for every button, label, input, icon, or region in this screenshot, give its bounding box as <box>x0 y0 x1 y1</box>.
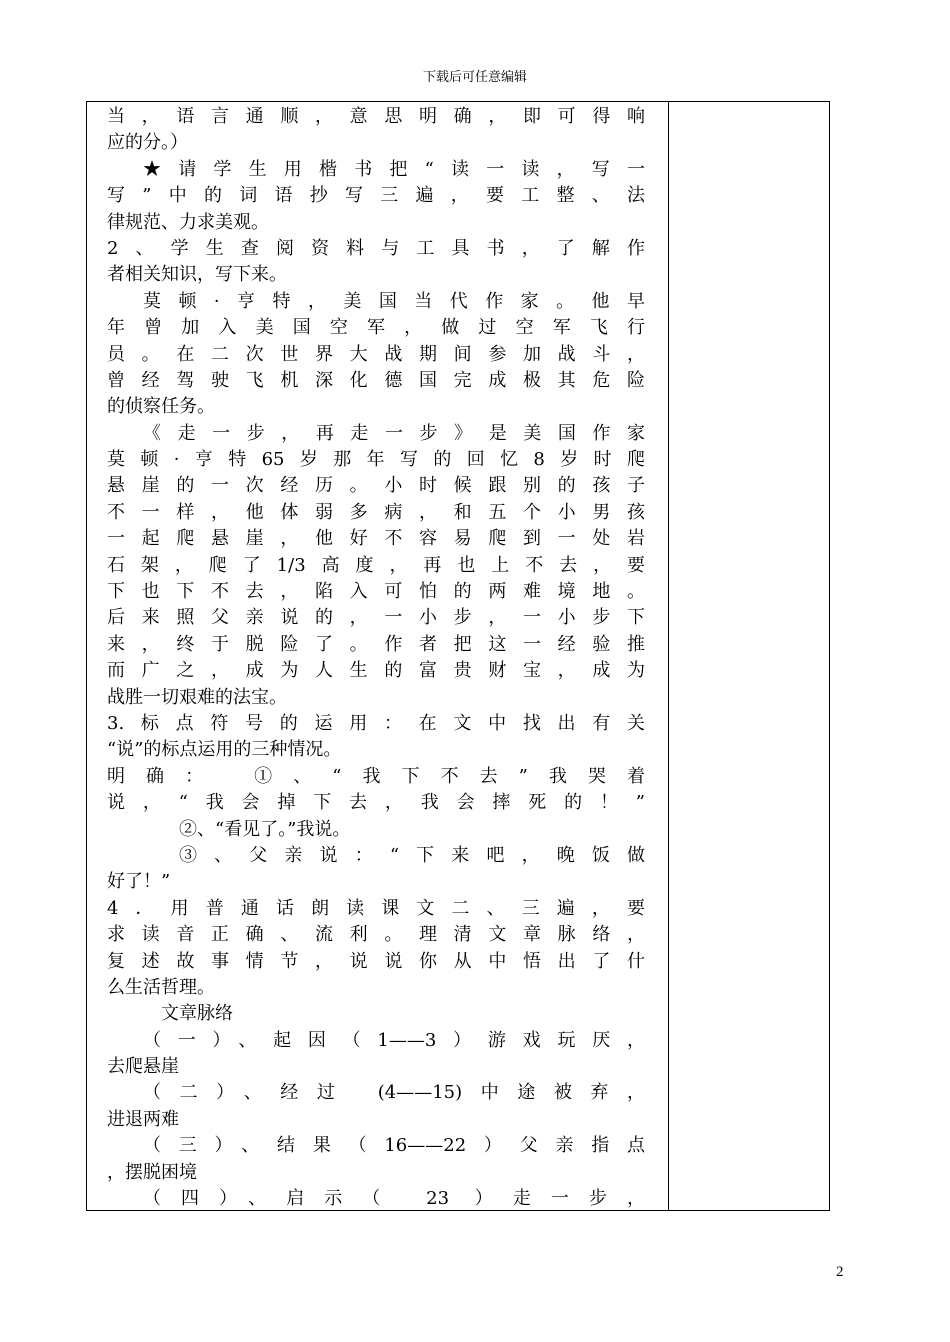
lesson-content-cell <box>107 104 645 1212</box>
text-line: 应的分。） <box>107 132 188 154</box>
text-line: 律规范、力求美观。 <box>107 211 269 233</box>
text-line: 么生活哲理。 <box>107 976 215 998</box>
text-line: ③、父亲说：“下来吧，晚饭做 <box>179 844 645 866</box>
text-line: （三）、结果（16——22）父亲指点 <box>143 1135 645 1157</box>
text-line: 《走一步，再走一步》是美国作家 <box>143 422 645 444</box>
text-line: 来，终于脱险了。作者把这一经验推 <box>107 633 645 655</box>
text-line: （一）、起因（1——3）游戏玩厌， <box>143 1029 645 1051</box>
text-line: 进退两难 <box>107 1108 179 1130</box>
text-line: 4．用普通话朗读课文二、三遍，要 <box>107 897 645 919</box>
text-line: 去爬悬崖 <box>107 1056 179 1078</box>
text-line: 战胜一切艰难的法宝。 <box>107 686 287 708</box>
text-line: 而广之，成为人生的富贵财宝，成为 <box>107 660 645 682</box>
page-header: 下载后可任意编辑 <box>422 70 527 85</box>
text-line: 年曾加入美国空军，做过空军飞行 <box>107 317 645 339</box>
text-line: ，摆脱困境 <box>107 1161 197 1183</box>
text-line: 复述故事情节，说说你从中悟出了什 <box>107 950 645 972</box>
text-line: 求读音正确、流利。理清文章脉络， <box>107 924 645 946</box>
text-line: 员。在二次世界大战期间参加战斗， <box>107 343 645 365</box>
text-line: （四）、启示（ 23 ）走一步， <box>143 1188 645 1210</box>
text-line: 下也下不去，陷入可怕的两难境地。 <box>107 581 645 603</box>
text-line: 一起爬悬崖，他好不容易爬到一处岩 <box>107 528 645 550</box>
text-line: 不一样，他体弱多病，和五个小男孩 <box>107 501 645 523</box>
text-line: 3.标点符号的运用：在文中找出有关 <box>107 712 645 734</box>
text-line: 曾经驾驶飞机深化德国完成极其危险 <box>107 369 645 391</box>
text-line: 者相关知识，写下来。 <box>107 264 287 286</box>
text-line: 说，“我会掉下去，我会摔死的！” <box>107 792 645 814</box>
text-line: 当，语言通顺，意思明确，即可得响 <box>107 106 645 127</box>
text-line: （二）、经过 (4——15)中途被弃， <box>143 1082 645 1104</box>
text-line: 文章脉络 <box>161 1003 233 1025</box>
text-line: 2、学生查阅资料与工具书，了解作 <box>107 237 645 259</box>
text-line: 石架，爬了1/3高度，再也上不去，要 <box>107 554 645 576</box>
text-line: “说”的标点运用的三种情况。 <box>107 739 342 761</box>
page-number: 2 <box>836 1264 844 1280</box>
text-line: ②、“看见了。”我说。 <box>179 818 351 840</box>
text-line: 写”中的词语抄写三遍，要工整、法 <box>107 185 645 207</box>
lesson-table <box>86 101 830 1211</box>
text-line: 后来照父亲说的，一小步，一小步下 <box>107 607 645 629</box>
text-line: 莫顿·亨特65岁那年写的回忆8岁时爬 <box>107 449 645 471</box>
text-line: ★请学生用楷书把“读一读，写一 <box>143 158 645 180</box>
text-line: 的侦察任务。 <box>107 396 215 418</box>
text-line: 好了！” <box>107 871 171 893</box>
text-line: 明确： ①、“我下不去”我哭着 <box>107 765 645 787</box>
text-line: 悬崖的一次经历。小时候跟别的孩子 <box>107 475 645 497</box>
notes-cell <box>669 102 829 1210</box>
text-line: 莫顿·亨特，美国当代作家。他早 <box>143 290 645 312</box>
